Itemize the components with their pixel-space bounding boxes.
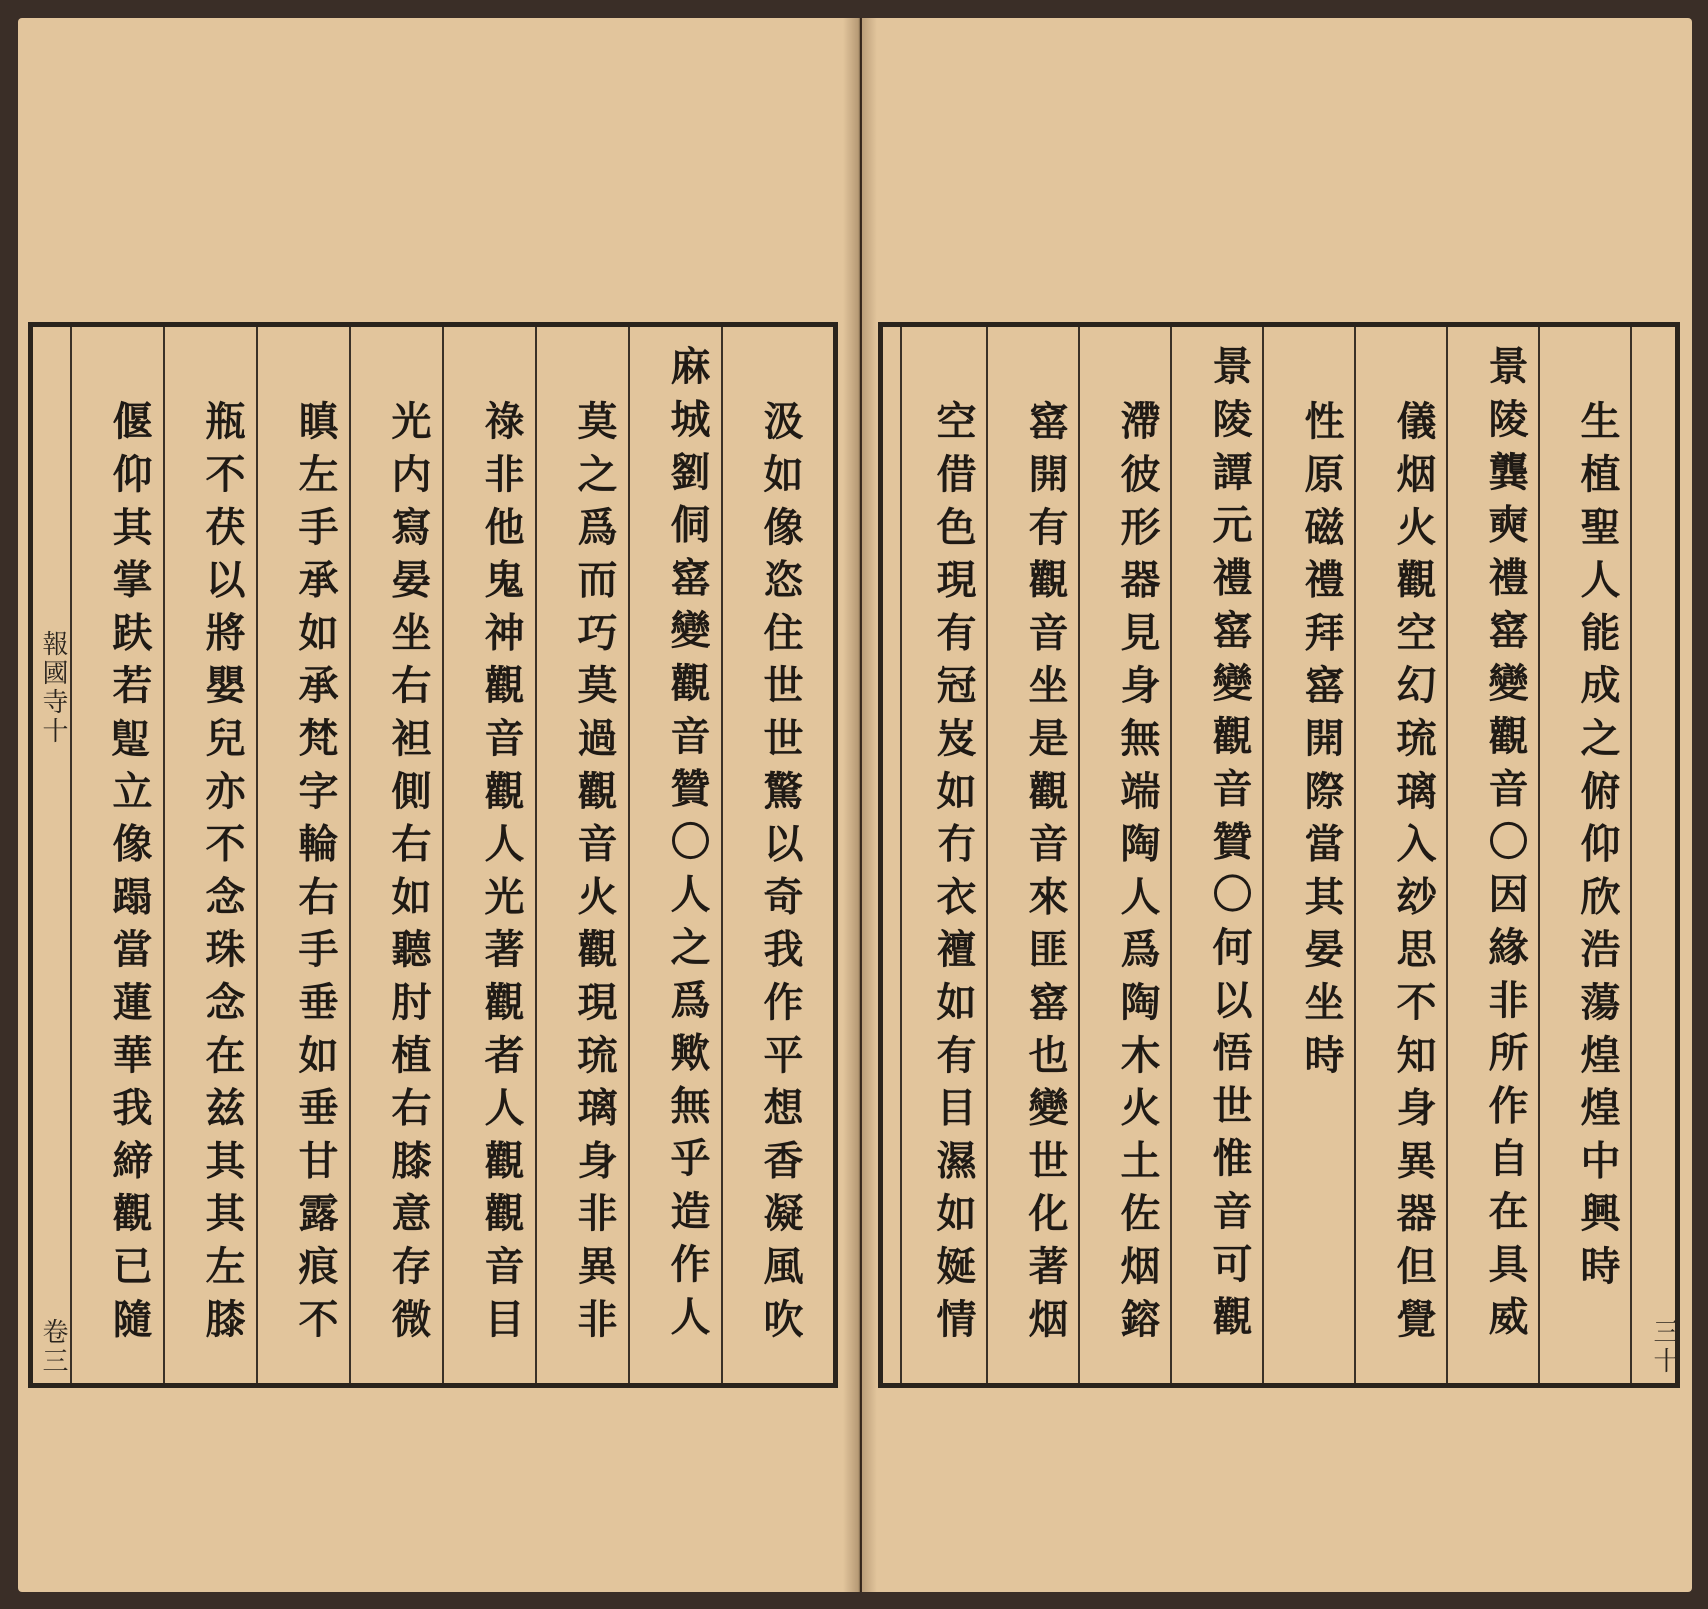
column-rule	[256, 327, 258, 1383]
left-text-column-4: 祿非他鬼神觀音觀人光著觀者人觀觀音目	[478, 400, 525, 1351]
left-text-column-2: 麻城劉侗窰變觀音贊〇人之爲歟無乎造作人	[664, 345, 711, 1349]
right-text-column-7: 窰開有觀音坐是觀音來匪窰也變世化著烟	[1022, 400, 1069, 1351]
column-rule	[900, 327, 902, 1383]
left-text-column-7: 瓶不茯以將嬰兒亦不念珠念在兹其其左膝	[199, 400, 246, 1351]
right-text-frame	[878, 322, 1680, 1388]
margin-volume: 卷三	[38, 1318, 68, 1377]
column-rule	[163, 327, 165, 1383]
right-text-column-2: 景陵龔奭禮窰變觀音〇因緣非所作自在具威	[1482, 345, 1529, 1349]
column-rule	[349, 327, 351, 1383]
right-text-column-5: 景陵譚元禮窰變觀音贊〇何以悟世惟音可觀	[1206, 345, 1253, 1349]
left-text-column-3: 莫之爲而巧莫過觀音火觀現琉璃身非異非	[571, 400, 618, 1351]
left-text-column-8: 偃仰其掌趺若𨂢立像蹋當蓮華我締觀已隨	[106, 400, 153, 1351]
column-rule	[1446, 327, 1448, 1383]
column-rule	[986, 327, 988, 1383]
column-rule	[1170, 327, 1172, 1383]
column-rule	[442, 327, 444, 1383]
right-text-column-6: 滯彼形器見身無端陶人爲陶木火土佐烟鎔	[1114, 400, 1161, 1351]
left-text-column-6: 瞋左手承如承梵字輪右手垂如垂甘露痕不	[292, 400, 339, 1351]
right-text-column-1: 生植聖人能成之俯仰欣浩蕩煌煌中興時	[1574, 400, 1621, 1298]
column-rule	[721, 327, 723, 1383]
book-gutter	[843, 18, 877, 1592]
right-text-column-8: 空借色現有冠岌如冇衣襢如有目濕如娫情	[930, 400, 977, 1351]
column-rule	[1262, 327, 1264, 1383]
column-rule	[70, 327, 72, 1383]
column-rule	[1354, 327, 1356, 1383]
column-rule	[1630, 327, 1632, 1383]
column-rule	[1538, 327, 1540, 1383]
column-rule	[535, 327, 537, 1383]
right-text-column-4: 性原磁禮拜窰開際當其晏坐時	[1298, 400, 1345, 1087]
column-rule	[1078, 327, 1080, 1383]
right-text-column-3: 儀烟火觀空幻琉璃入玅思不知身異器但覺	[1390, 400, 1437, 1351]
left-text-column-1: 汲如像恣住世世驚以奇我作平想香凝風吹	[757, 400, 804, 1351]
margin-title: 報國寺十	[38, 630, 68, 747]
page-number: 三十	[1649, 1318, 1679, 1377]
left-text-column-5: 光内寫晏坐右袒側右如聽肘植右膝意存微	[385, 400, 432, 1351]
column-rule	[628, 327, 630, 1383]
